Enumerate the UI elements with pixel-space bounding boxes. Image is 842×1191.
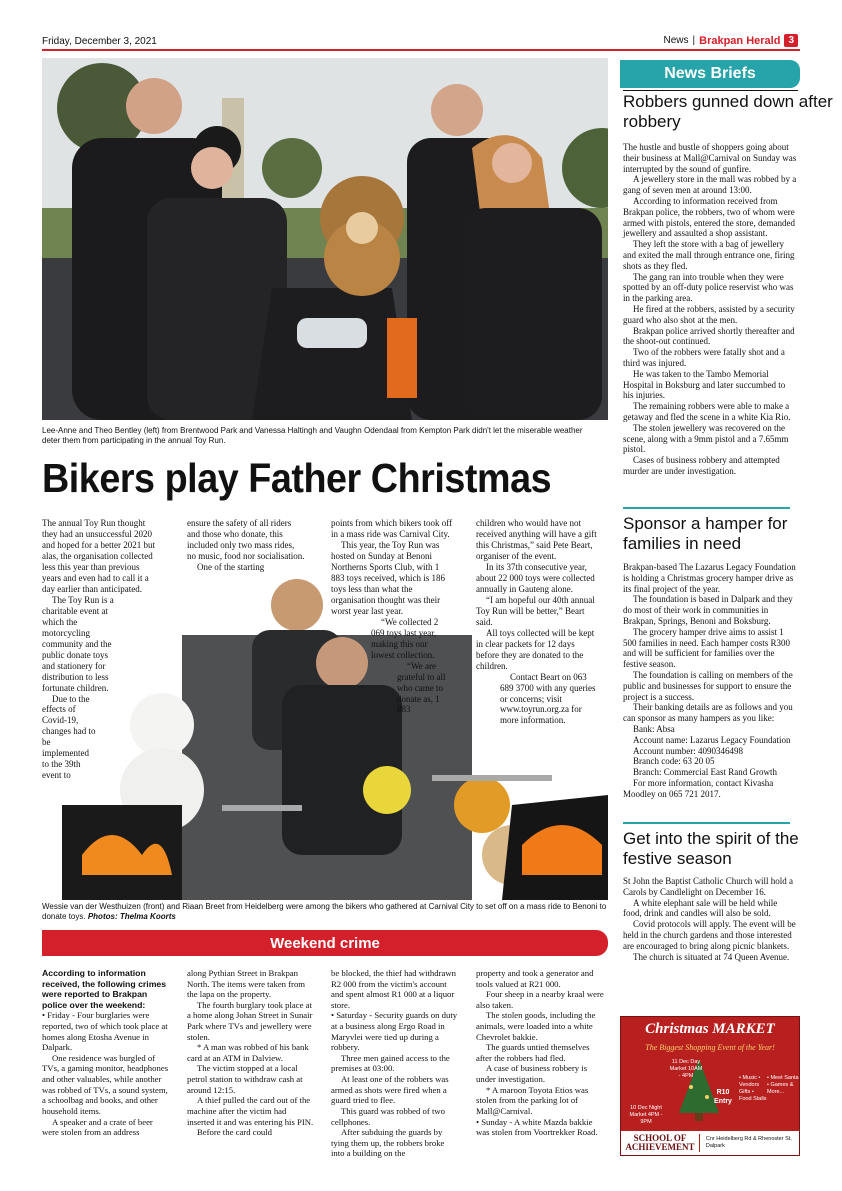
crime-column-1 <box>42 968 170 1138</box>
page-header-right <box>664 34 799 47</box>
bikers-photo-illustration <box>42 58 608 420</box>
paragraph: The grocery hamper drive aims to assist 1 500 families in need. Each hamper costs R300 and will be sufficient for families over the festive season. <box>623 626 790 670</box>
paragraph: * A maroon Toyota Etios was stolen from the parking lot of Mall@Carnival. <box>476 1084 589 1116</box>
paragraph: A white elephant sale will be held while food, drink and candles will also be sold. <box>623 897 778 919</box>
paragraph: • Friday - Four burglaries were reported, two of which took place at homes along Etosha Avenue in Dalpark. <box>42 1010 168 1053</box>
sidebar-rule <box>623 90 798 91</box>
article-headline: Bikers play Father Christmas <box>42 455 552 501</box>
page-number: 3 <box>784 34 798 47</box>
paragraph: The foundation is calling on members of the public and businesses for support to ensure the project is a success. <box>623 669 793 702</box>
paragraph: • Sunday - A white Mazda bakkie was stolen from Voortrekker Road. <box>476 1116 598 1138</box>
paragraph: “We are grateful to all who came to donate as, 1 883 <box>397 660 446 715</box>
sidebar-divider <box>623 822 790 824</box>
second-photo-caption <box>42 902 608 922</box>
ad-entry: R10 Entry <box>714 1089 732 1105</box>
paragraph: The gang ran into trouble when they were spotted by an off-duty police reservist who was in the parking area. <box>623 271 794 304</box>
ad-day-market: 11 Dec Day Market 10AM - 4PM <box>669 1059 703 1079</box>
paragraph: This year, the Toy Run was hosted on Sunday at Benoni Northerns Sports Club, with 1 883 toys received, which is 186 toys less than what the organisation thought was their worst year last year. <box>331 539 445 616</box>
paragraph: This guard was robbed of two cellphones. <box>331 1105 445 1127</box>
ad-features-2: • Meet Santa • Games & More... <box>767 1075 799 1096</box>
paragraph: After subduing the guards by tying them up, the robbers broke into a building on the <box>331 1127 445 1159</box>
paragraph: Due to the effects of Covid-19, changes had to be implemented to the 39th event to <box>42 693 96 781</box>
paragraph: One residence was burgled of TVs, a gaming monitor, headphones and other valuables, while another was robbed of TVs, a sound system, a schoolbag and books, and other household items. <box>42 1052 169 1116</box>
paragraph: The stolen jewellery was recovered on the scene, along with a 9mm pistol and a 7.65mm pistol. <box>623 422 789 455</box>
crime-column-3 <box>331 968 459 1159</box>
paragraph: The hustle and bustle of shoppers going about their business at Mall@Carnival on Sunday was interrupted by the sound of gunfire. <box>623 142 797 174</box>
paragraph: The remaining robbers were able to make a getaway and fled the scene in a white Kia Rio. <box>623 401 791 422</box>
paragraph: Brakpan-based The Lazarus Legacy Foundation is holding a Christmas grocery hamper drive as its final project of the year. <box>623 562 796 594</box>
crime-intro: According to information received, the following crimes were reported to Brakpan police over the weekend: <box>42 968 167 1010</box>
paragraph: A thief pulled the card out of the machine after the victim had inserted it and was entering his PIN. <box>187 1095 314 1127</box>
paragraph: children who would have not received anything will have a gift this Christmas,” said Pete Beart, organiser of the event. <box>476 518 597 561</box>
paragraph: The victim stopped at a local petrol station to withdraw cash at around 12:15. <box>187 1063 303 1095</box>
paragraph: The church is situated at 74 Queen Avenue. <box>633 951 790 962</box>
paragraph: along Pythian Street in Brakpan North. The items were taken from the lapa on the property. <box>187 968 306 1000</box>
ad-title: Christmas MARKET <box>645 1021 775 1037</box>
main-photo-caption: Lee-Anne and Theo Bentley (left) from Brentwood Park and Vanessa Haltingh and Vaughn Odendaal from Kempton Park didn't let the miserable weather deter them from participating in the annual Toy Run. <box>42 426 583 446</box>
main-photo-bikers <box>42 58 608 420</box>
paragraph: Account name: Lazarus Legacy Foundation <box>633 734 791 745</box>
article-column-1 <box>42 518 160 781</box>
crime-column-4 <box>476 968 604 1138</box>
paragraph: “We collected 2 069 toys last year, making this our lowest collection. <box>371 616 439 660</box>
brief-body-hamper <box>623 562 798 800</box>
christmas-market-ad[interactable] <box>620 1016 800 1156</box>
paragraph: points from which bikers took off in a mass ride was Carnival City. <box>331 518 453 539</box>
paragraph: A jewellery store in the mall was robbed by a gang of seven men at around 13:00. <box>623 174 797 196</box>
paragraph: Four sheep in a nearby kraal were also taken. <box>476 989 604 1010</box>
section-label: News <box>663 35 689 46</box>
paragraph: * A man was robbed of his bank card at an ATM in Dalview. <box>187 1042 309 1063</box>
paragraph: The foundation is based in Dalpark and they do most of their work in communities in Brakpan, Springs, Benoni and Boksburg. <box>623 594 793 626</box>
header-rule <box>42 49 800 51</box>
ad-school-name: SCHOOL OF ACHIEVEMENT <box>621 1134 700 1152</box>
paragraph: ensure the safety of all riders and those who donate, this included only two mass rides, no music, food nor socialisation. <box>187 518 305 561</box>
article-column-3 <box>331 518 453 715</box>
paragraph: At least one of the robbers was armed as shots were fired when a guard tried to flee. <box>331 1074 449 1106</box>
paragraph: He was taken to the Tambo Memorial Hospital in Boksburg and later succumbed to his injuries. <box>623 368 786 401</box>
paragraph: be blocked, the thief had withdrawn R2 000 from the victim's account and spent almost R1 000 at a liquor store. <box>331 968 456 1010</box>
paragraph: Covid protocols will apply. The event will be held in the church gardens and those interested are encouraged to bring along picnic blankets. <box>623 919 796 951</box>
brief-body-festive <box>623 876 798 962</box>
paragraph: property and took a generator and tools valued at R21 000. <box>476 968 594 989</box>
paragraph: The annual Toy Run thought they had an unsuccessful 2020 and hoped for a better 2021 but alas, the organisation collected less this year than previous years and even had to call it a day earlier than anticipated. <box>42 518 155 594</box>
paragraph: He fired at the robbers, assisted by a security guard who also shot at the men. <box>623 303 795 325</box>
caption-text: Wessie van der Westhuizen (front) and Riaan Breet from Heidelberg were among the bikers who gathered at Carnival City to set off on a mass ride to Benoni to donate toys. <box>42 902 607 922</box>
paragraph: “I am hopeful our 40th annual Toy Run will be better,” Beart said. <box>476 594 595 627</box>
paragraph: Cases of business robbery and attempted murder are under investigation. <box>623 455 780 476</box>
article-column-4 <box>476 518 598 726</box>
paragraph: Two of the robbers were fatally shot and a third was injured. <box>623 347 785 368</box>
paragraph: Three men gained access to the premises at 03:00. <box>331 1052 450 1074</box>
paragraph: According to information received from Brakpan police, the robbers, two of whom were armed with pistols, entered the store, demanded jewellery and assaulted a shop assistant. <box>623 195 795 239</box>
brief-headline-hamper: Sponsor a hamper for families in need <box>623 514 788 553</box>
paragraph: The stolen goods, including the animals, were loaded into a white Chevrolet bakkie. <box>476 1010 596 1042</box>
paragraph: The fourth burglary took place at a home along Johan Street in Sunair Park where TVs and jewellery were stolen. <box>187 999 313 1042</box>
photo-credit: Photos: Thelma Koorts <box>87 912 176 922</box>
paragraph: St John the Baptist Catholic Church will hold a Carols by Candlelight on December 16. <box>623 876 793 897</box>
sidebar-divider <box>623 507 790 509</box>
ad-night-market: 10 Dec Night Market 4PM - 9PM <box>629 1105 663 1125</box>
brief-headline-festive: Get into the spirit of the festive season <box>623 829 799 868</box>
newspaper-brand: Brakpan Herald <box>699 34 781 47</box>
paragraph: Contact Beart on 063 689 3700 with any queries or concerns; visit www.toyrun.org.za for more information. <box>500 671 596 726</box>
paragraph: They left the store with a bag of jewellery and exited the mall through entrance one, firing shots as they fled. <box>623 239 795 271</box>
paragraph: Bank: Absa <box>633 723 675 734</box>
paragraph: Branch code: 63 20 05 <box>633 756 715 767</box>
paragraph: A case of business robbery is under investigation. <box>476 1063 588 1085</box>
paragraph: Their banking details are as follows and you can sponsor as many hampers as you like: <box>623 702 793 724</box>
paragraph: One of the starting <box>197 561 265 572</box>
paragraph: The Toy Run is a charitable event at which the motorcycling community and the public donate toys and stationery for distribution to less fortunate children. <box>42 594 114 693</box>
separator: | <box>692 35 696 46</box>
ad-subtitle: The Biggest Shopping Event of the Year! <box>645 1043 775 1052</box>
ad-address: Cnr Heidelberg Rd & Rhenoster St, Dalpark <box>705 1136 792 1149</box>
paragraph: All toys collected will be kept in clear packets for 12 days before they are donated to the children. <box>476 627 595 671</box>
ad-features-1: • Music • Vendors Gifts • Food Stalls <box>739 1075 767 1103</box>
paragraph: Account number: 4090346498 <box>633 745 743 756</box>
paragraph: For more information, contact Kivasha Moodley on 065 721 2017. <box>623 777 774 799</box>
paragraph: • Saturday - Security guards on duty at a business along Ergo Road in Maryvlei were tied up during a robbery. <box>331 1010 458 1053</box>
paragraph: A speaker and a crate of beer were stolen from an address <box>42 1116 153 1138</box>
paragraph: The guards untied themselves after the robbers had fled. <box>476 1042 590 1063</box>
crime-column-2 <box>187 968 315 1138</box>
paragraph: In its 37th consecutive year, about 22 000 toys were collected annually in Gauteng alone. <box>476 561 595 594</box>
brief-headline-robbers: Robbers gunned down after robbery <box>623 92 833 131</box>
issue-date: Friday, December 3, 2021 <box>42 36 157 47</box>
paragraph: Brakpan police arrived shortly thereafter and the shoot-out continued. <box>623 325 795 347</box>
paragraph: Before the card could <box>197 1127 273 1138</box>
article-column-2 <box>187 518 305 573</box>
paragraph: Branch: Commercial East Rand Growth <box>633 767 777 778</box>
news-briefs-banner: News Briefs <box>620 60 800 88</box>
weekend-crime-banner: Weekend crime <box>42 930 608 956</box>
ad-footer <box>621 1131 799 1155</box>
brief-body-robbers <box>623 142 798 477</box>
